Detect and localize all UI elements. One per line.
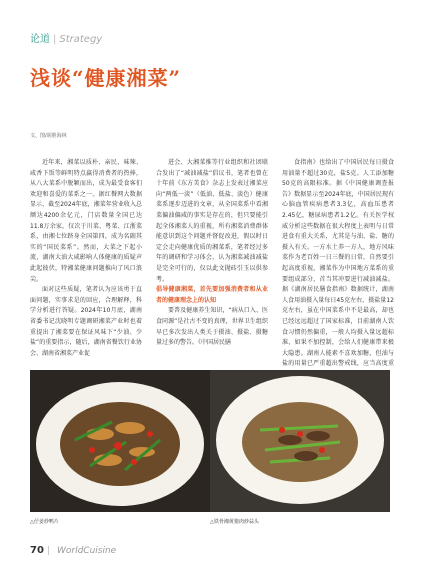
paragraph: 要普及健康养生知识，“病从口入、医食同源”是社古不变的真理，世界卫生组织早已多次发出人类关于摄油、摄盐、摄糖量过多的警告。《中国居民膳 [156,307,268,347]
column-2 [156,158,268,349]
dish-photo-1 [30,370,210,512]
column-3 [282,158,394,380]
paragraph: 近年来，湘菜以质朴、亲民、味辣、咸香下饭等鲜明特点赢得消费者的热捧，从八大菜系中脱颖而出，成为最受食客们欢迎和喜爱的菜系之一。据红餐网大数据显示，截至2024年底，湘菜年营业收入总额达4200余亿元，门店数量全国已达11.8万余家，仅次于川菜、粤菜、江浙菜系，由湘七位跻身全国第四，成为名副其实的“国民菜系”。然而，大菜之下起小流，湖南大油大咸影响人体健康的质疑声此起彼伏，特湘菜健康问题推向了风口浪尖。 [30,159,142,283]
paragraph: 食指南》也给出了中国居民每日摄食用油量不超过30克，盐5克。人工添加糖50克的高限标准。据《中国健康调查报告》数据显示至2024年底，中国居民现有心脑血管疾病患者3.3亿，高血压患者2.45亿，糖尿病患者1.2亿。有关医学权威分析这些数据在很大程度上表明与日常进食有重大关系，尤其是与油、盐、糖的摄入有关。一方水土养一方人，地方风味菜作为老百姓一日三餐的日常，自然要引起高度重视，湘菜作为中国地方菜系的重要组成部分，首当其冲要进行减油减盐。据《湖南居民膳食指南》数据统计，湖南人食用油摄入量每日45克左右，摄盐量12克左右，虽在中国菜系中不是最高，却也已经远远超过了国家标准，目前湖南人饮食习惯仍然偏重，一般人均摄入量远超标准，如果不加控制，会给人们健康带来极大隐患。湖南人能素不喜欢加糖，但油与盐的用量已严重超出警戒线，应当高度重 [282,159,394,368]
paragraph: 面对这些质疑，笔者认为应该勇于直面问题，实事求是的回应，合理解释，科学分析进行答疑。2024年10月底，湖南省委书记沈晓明专题调研湘菜产业时也着重提出了湘菜要在保证风味下“少油、少盐”的重要指示，随后，湖南省餐饮行业协会、湖南省湘菜产业促 [30,286,142,357]
section-cn: 论道 [30,34,50,45]
subheading: 倡导健康湘菜，首先要加强消费者和从业者的健康理念上的认知 [156,286,268,304]
photo-caption-1: △仔姜炒鸭片 [30,519,59,525]
section-en: Strategy [59,34,103,45]
byline: 文、图/胡胜海林 [30,133,67,139]
article-body [30,158,398,366]
column-1 [30,158,142,359]
page-footer: 70 | WorldCuisine [30,545,117,556]
paragraph: 进会、大湘菜推等行业组织和社团联合发出了“减油减盐”倡议书，笔者也曾在十年前《东方美食》杂志上发表过湘菜应向“两低一淡”（低油、低盐、淡色）健康菜系逐步迈进的文章，从全国菜系中看湘菜偏油偏咸的事实是存在的，但只要能引起全体湘菜人的重视，所有湘菜消费群体能意识到这个问题并督促改进，假以时日定会走向健康优质的湘菜系，笔者经过多年的调研和学习体会，认为湘菜减油减盐是完全可行的，仅以此文抛砖引玉以供参考。 [156,159,268,283]
dish-photo-2 [210,370,390,512]
page-number: 70 [30,545,44,556]
article-title: 浅谈“健康湘菜” [30,66,182,90]
magazine-brand: WorldCuisine [56,546,117,556]
section-tag: 论道 | Strategy [30,34,103,45]
photo-caption-2: △铁骨湘黄猪肉炒蒜头 [210,519,259,525]
